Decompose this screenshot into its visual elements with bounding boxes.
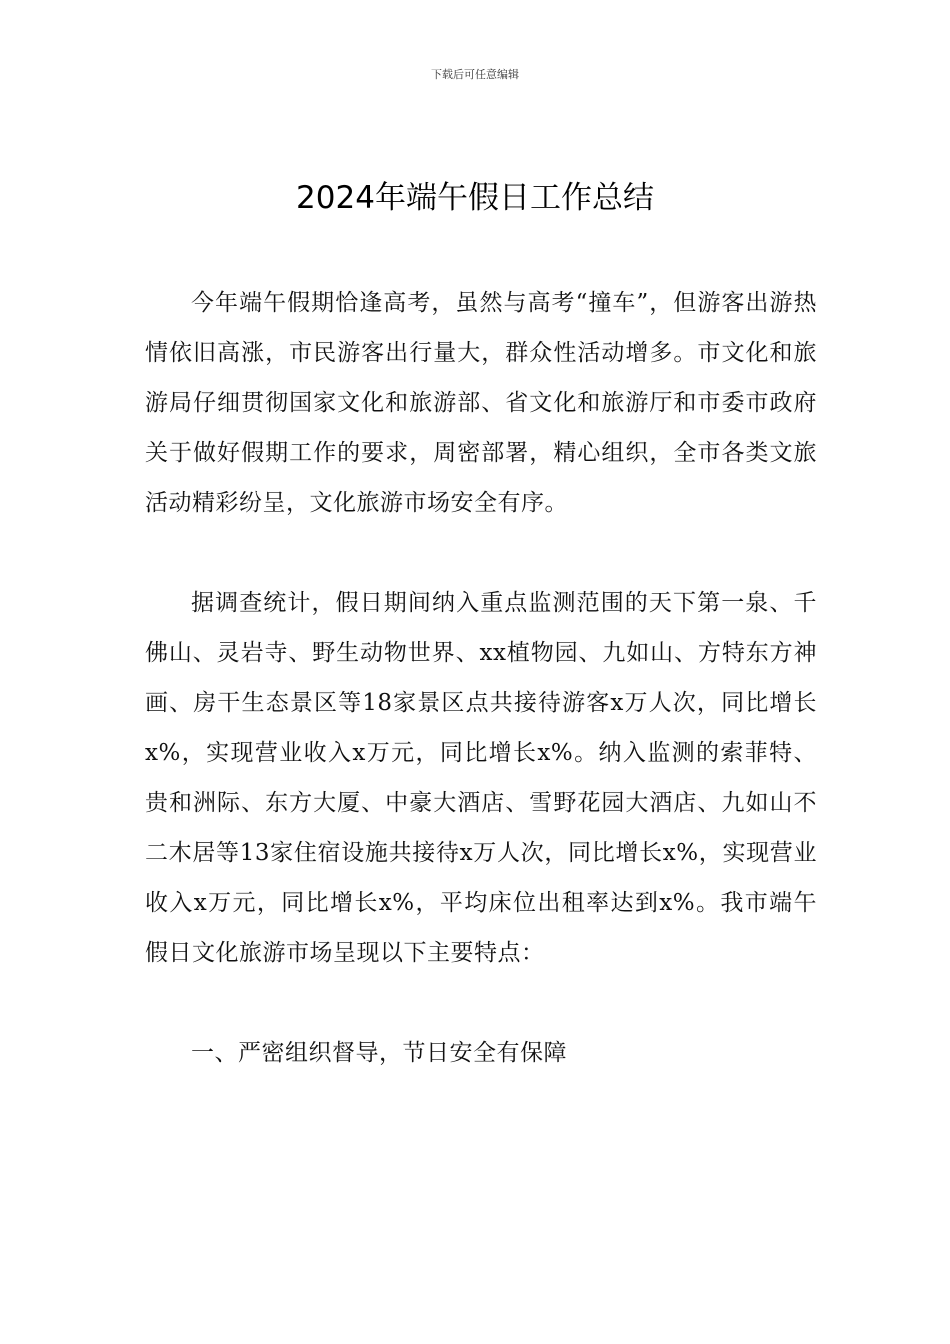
section-heading: 一、严密组织督导，节日安全有保障 xyxy=(191,1040,567,1066)
paragraph-intro: 今年端午假期恰逢高考，虽然与高考“撞车”，但游客出游热情依旧高涨，市民游客出行量大，群众性活动增多。市文化和旅游局仔细贯彻国家文化和旅游部、省文化和旅游厅和市委市政府关于做好假期工作的要求，周密部署，精心组织，全市各类文旅活动精彩纷呈，文化旅游市场安全有序。 xyxy=(145,290,817,516)
header-note: 下载后可任意编辑 xyxy=(431,68,519,81)
paragraph-statistics: 据调查统计，假日期间纳入重点监测范围的天下第一泉、千佛山、灵岩寺、野生动物世界、xx植物园、九如山、方特东方神画、房干生态景区等18家景区点共接待游客x万人次，同比增长x%，实现营业收入x万元，同比增长x%。纳入监测的索菲特、贵和洲际、东方大厦、中豪大酒店、雪野花园大酒店、九如山不二木居等13家住宿设施共接待x万人次，同比增长x%，实现营业收入x万元，同比增长x%，平均床位出租率达到x%。我市端午假日文化旅游市场呈现以下主要特点： xyxy=(145,590,817,966)
document-title: 2024年端午假日工作总结 xyxy=(296,180,654,216)
document-body xyxy=(145,278,817,1078)
